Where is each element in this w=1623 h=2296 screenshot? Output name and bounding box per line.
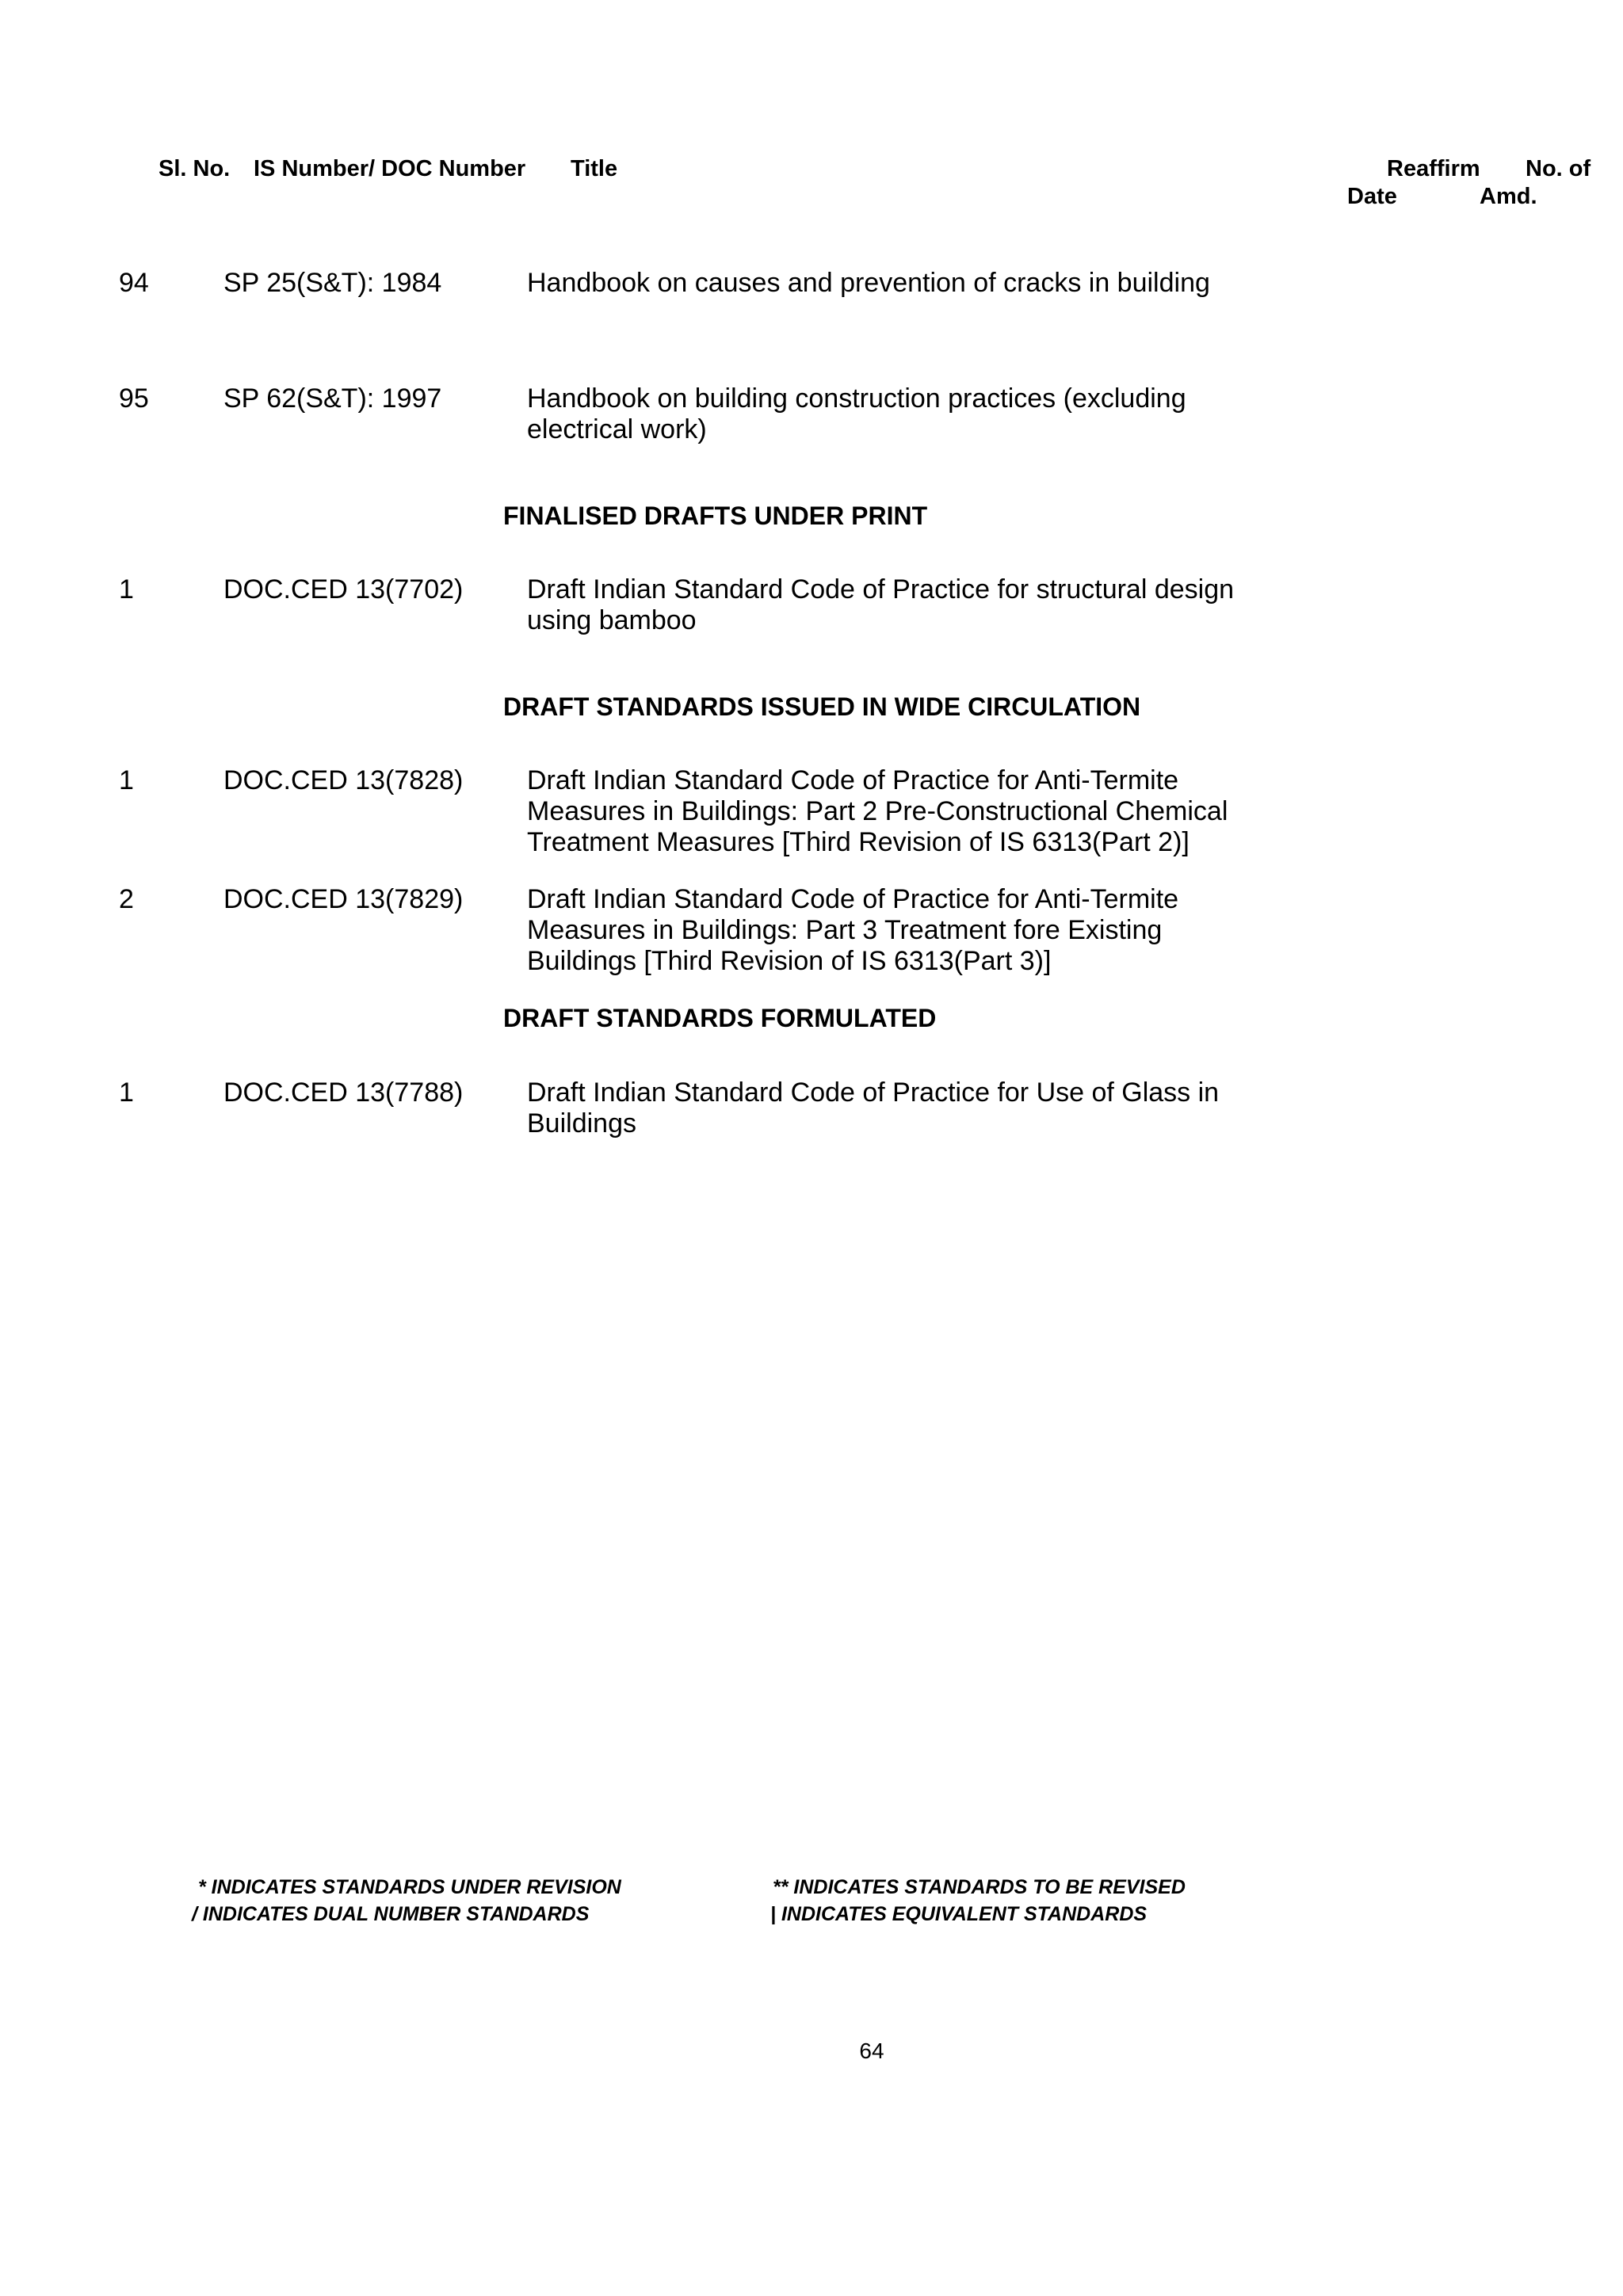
sl-no: 1: [119, 765, 134, 795]
legend-under-revision: * INDICATES STANDARDS UNDER REVISION: [198, 1876, 621, 1898]
doc-number: DOC.CED 13(7788): [223, 1077, 464, 1108]
sl-no: 2: [119, 884, 134, 914]
header-amd: Amd.: [1480, 184, 1537, 209]
doc-number: DOC.CED 13(7828): [223, 765, 464, 795]
sl-no: 94: [119, 268, 149, 298]
section-heading-finalised-drafts: FINALISED DRAFTS UNDER PRINT: [503, 502, 928, 530]
standard-title: Draft Indian Standard Code of Practice for Anti-Termite Measures in Buildings: Part 3 Treatment fore Existing Buildings [Third Revision of IS 6313(Part 3)]: [527, 884, 1179, 976]
header-is-number: IS Number/ DOC Number: [254, 156, 526, 181]
sl-no: 1: [119, 1077, 134, 1108]
header-sl-no: Sl. No.: [158, 156, 231, 181]
standard-title: Draft Indian Standard Code of Practice for Use of Glass in Buildings: [527, 1077, 1220, 1138]
page-number: 64: [859, 2039, 884, 2063]
doc-number: DOC.CED 13(7702): [223, 574, 464, 605]
sl-no: 95: [119, 383, 149, 414]
legend-equivalent: | INDICATES EQUIVALENT STANDARDS: [770, 1903, 1148, 1925]
is-number: SP 25(S&T): 1984: [223, 268, 442, 298]
standard-title: Draft Indian Standard Code of Practice for structural design using bamboo: [527, 574, 1235, 635]
legend-dual-number: / INDICATES DUAL NUMBER STANDARDS: [192, 1903, 590, 1925]
section-heading-formulated: DRAFT STANDARDS FORMULATED: [503, 1004, 937, 1032]
is-number: SP 62(S&T): 1997: [223, 383, 442, 414]
header-no-of: No. of: [1526, 156, 1591, 181]
header-reaffirm: Reaffirm: [1387, 156, 1480, 181]
sl-no: 1: [119, 574, 134, 605]
header-title: Title: [571, 156, 618, 181]
legend-to-be-revised: ** INDICATES STANDARDS TO BE REVISED: [773, 1876, 1186, 1898]
standard-title: Handbook on building construction practices (excluding electrical work): [527, 383, 1186, 444]
header-date: Date: [1347, 184, 1397, 209]
standard-title: Handbook on causes and prevention of cracks in building: [527, 268, 1210, 298]
section-heading-wide-circulation: DRAFT STANDARDS ISSUED IN WIDE CIRCULATION: [503, 692, 1141, 721]
doc-number: DOC.CED 13(7829): [223, 884, 464, 914]
standard-title: Draft Indian Standard Code of Practice for Anti-Termite Measures in Buildings: Part 2 Pre-Constructional Chemical Treatment Measures [Third Revision of IS 6313(Part 2)]: [527, 765, 1228, 857]
